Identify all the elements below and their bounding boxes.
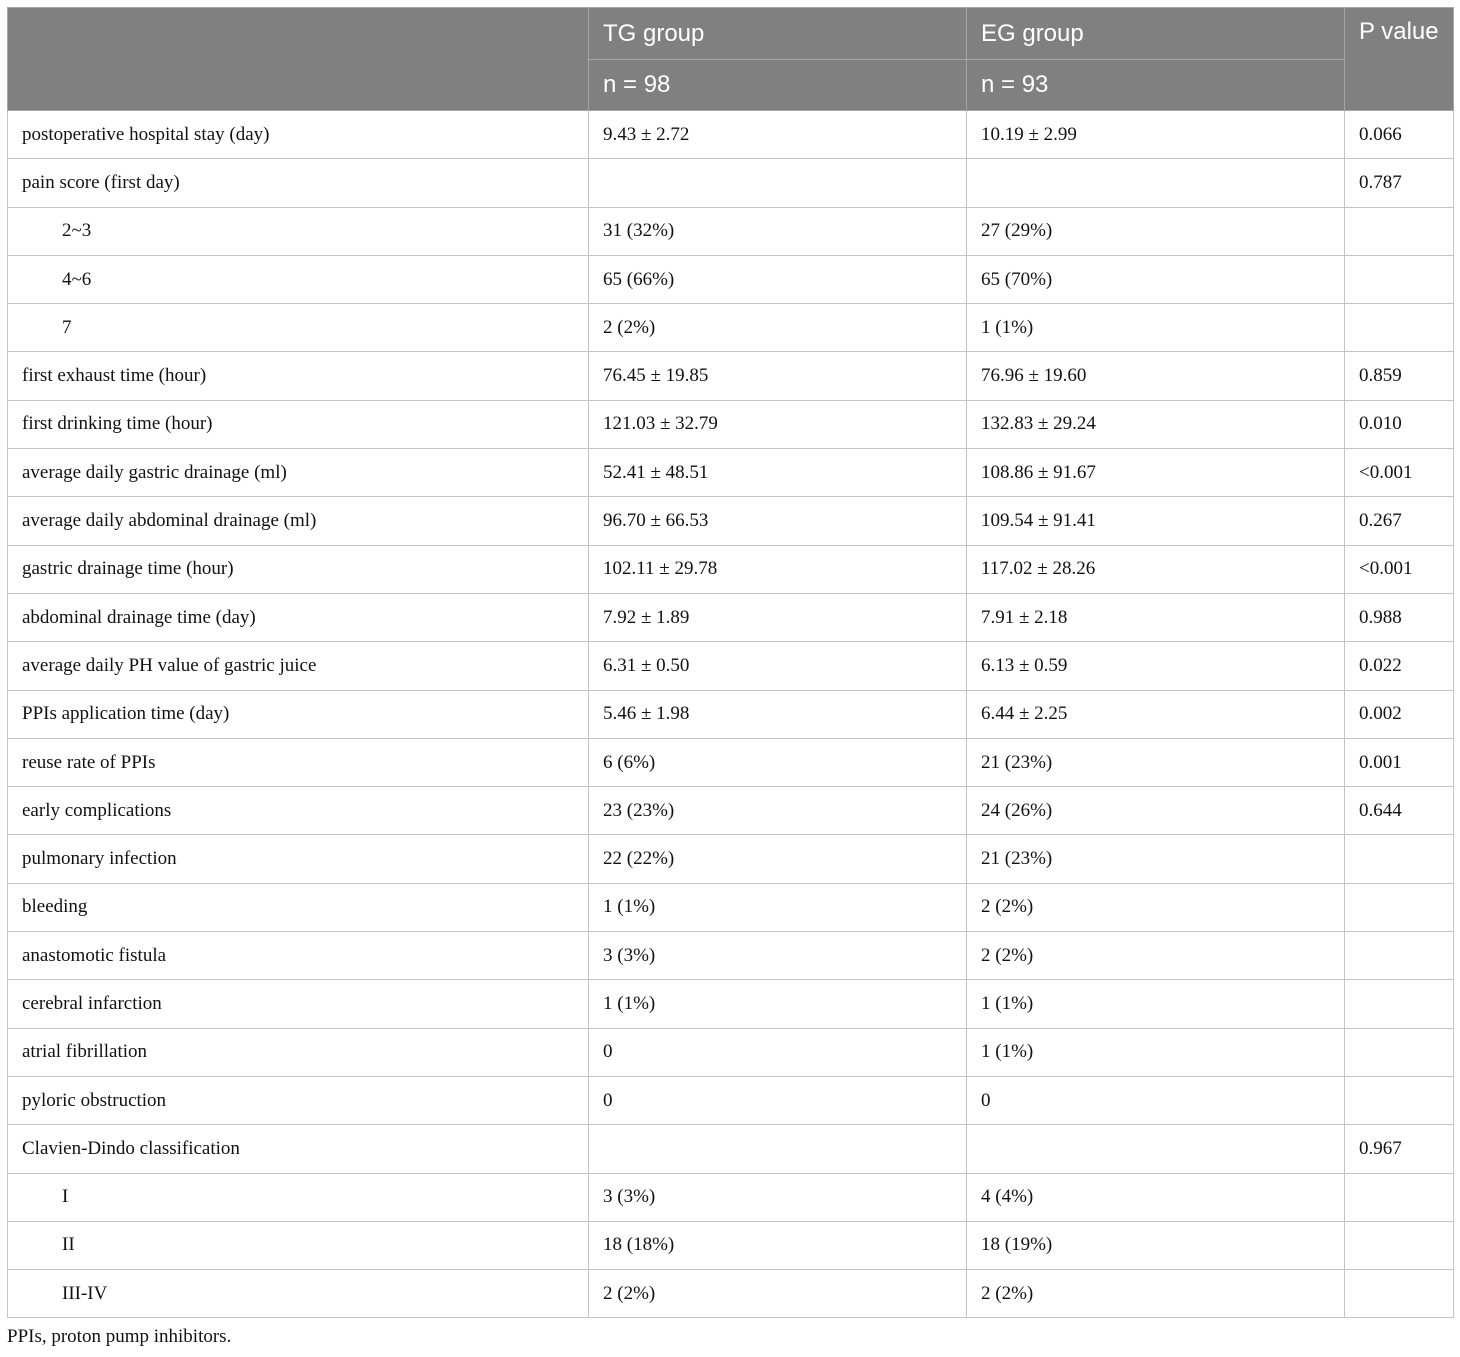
- row-label-cell: II: [8, 1221, 589, 1269]
- p-value-cell: 0.267: [1345, 497, 1454, 545]
- p-value-cell: [1345, 1076, 1454, 1124]
- row-label-cell: first exhaust time (hour): [8, 352, 589, 400]
- tg-value-cell: 65 (66%): [589, 255, 967, 303]
- eg-value-cell: 18 (19%): [967, 1221, 1345, 1269]
- table-row: [8, 400, 1454, 448]
- tg-value-cell: 121.03 ± 32.79: [589, 400, 967, 448]
- table-row: [8, 111, 1454, 159]
- p-value-cell: [1345, 1028, 1454, 1076]
- row-label-cell: atrial fibrillation: [8, 1028, 589, 1076]
- row-label-cell: pulmonary infection: [8, 835, 589, 883]
- table-row: [8, 1125, 1454, 1173]
- p-value-cell: [1345, 835, 1454, 883]
- row-label-cell: reuse rate of PPIs: [8, 738, 589, 786]
- row-label-cell: bleeding: [8, 883, 589, 931]
- table-row: [8, 1173, 1454, 1221]
- tg-value-cell: [589, 159, 967, 207]
- tg-value-cell: 1 (1%): [589, 980, 967, 1028]
- p-value-cell: <0.001: [1345, 449, 1454, 497]
- eg-value-cell: 1 (1%): [967, 980, 1345, 1028]
- results-table: [7, 7, 1454, 1318]
- row-label-cell: III-IV: [8, 1270, 589, 1318]
- tg-value-cell: 96.70 ± 66.53: [589, 497, 967, 545]
- tg-value-cell: 18 (18%): [589, 1221, 967, 1269]
- table-header: [8, 8, 1454, 111]
- table-row: [8, 207, 1454, 255]
- table-row: [8, 787, 1454, 835]
- row-label-cell: early complications: [8, 787, 589, 835]
- tg-value-cell: 52.41 ± 48.51: [589, 449, 967, 497]
- tg-value-cell: 1 (1%): [589, 883, 967, 931]
- row-label-cell: abdominal drainage time (day): [8, 593, 589, 641]
- eg-value-cell: 4 (4%): [967, 1173, 1345, 1221]
- row-label-cell: average daily gastric drainage (ml): [8, 449, 589, 497]
- row-label-cell: 4~6: [8, 255, 589, 303]
- eg-value-cell: 21 (23%): [967, 738, 1345, 786]
- eg-value-cell: 132.83 ± 29.24: [967, 400, 1345, 448]
- p-value-cell: <0.001: [1345, 545, 1454, 593]
- results-table-container: [7, 7, 1453, 1318]
- eg-value-cell: 1 (1%): [967, 1028, 1345, 1076]
- header-blank-cell: [8, 8, 589, 111]
- eg-value-cell: 6.44 ± 2.25: [967, 690, 1345, 738]
- eg-value-cell: 65 (70%): [967, 255, 1345, 303]
- table-footnote: PPIs, proton pump inhibitors.: [7, 1326, 232, 1347]
- tg-value-cell: 23 (23%): [589, 787, 967, 835]
- p-value-cell: [1345, 207, 1454, 255]
- row-label-cell: Clavien-Dindo classification: [8, 1125, 589, 1173]
- eg-value-cell: 1 (1%): [967, 304, 1345, 352]
- eg-value-cell: 10.19 ± 2.99: [967, 111, 1345, 159]
- table-row: [8, 642, 1454, 690]
- table-row: [8, 690, 1454, 738]
- row-label-cell: cerebral infarction: [8, 980, 589, 1028]
- table-row: [8, 352, 1454, 400]
- row-label-cell: anastomotic fistula: [8, 932, 589, 980]
- table-row: [8, 1221, 1454, 1269]
- eg-value-cell: [967, 1125, 1345, 1173]
- tg-value-cell: 102.11 ± 29.78: [589, 545, 967, 593]
- table-row: [8, 159, 1454, 207]
- p-value-cell: 0.859: [1345, 352, 1454, 400]
- eg-value-cell: 76.96 ± 19.60: [967, 352, 1345, 400]
- row-label-cell: pyloric obstruction: [8, 1076, 589, 1124]
- eg-value-cell: 21 (23%): [967, 835, 1345, 883]
- table-row: [8, 1270, 1454, 1318]
- eg-value-cell: 0: [967, 1076, 1345, 1124]
- table-row: [8, 883, 1454, 931]
- tg-value-cell: 31 (32%): [589, 207, 967, 255]
- p-value-cell: 0.988: [1345, 593, 1454, 641]
- eg-value-cell: 6.13 ± 0.59: [967, 642, 1345, 690]
- table-row: [8, 738, 1454, 786]
- row-label-cell: average daily abdominal drainage (ml): [8, 497, 589, 545]
- p-value-cell: 0.066: [1345, 111, 1454, 159]
- tg-value-cell: 0: [589, 1076, 967, 1124]
- eg-value-cell: 2 (2%): [967, 883, 1345, 931]
- p-value-cell: 0.022: [1345, 642, 1454, 690]
- p-value-cell: [1345, 255, 1454, 303]
- p-value-cell: [1345, 932, 1454, 980]
- tg-value-cell: [589, 1125, 967, 1173]
- tg-value-cell: 6.31 ± 0.50: [589, 642, 967, 690]
- p-value-cell: 0.001: [1345, 738, 1454, 786]
- tg-value-cell: 5.46 ± 1.98: [589, 690, 967, 738]
- tg-value-cell: 7.92 ± 1.89: [589, 593, 967, 641]
- header-eg-group: EG group: [967, 8, 1345, 60]
- table-row: [8, 980, 1454, 1028]
- table-row: [8, 593, 1454, 641]
- p-value-cell: 0.002: [1345, 690, 1454, 738]
- table-row: [8, 932, 1454, 980]
- table-row: [8, 304, 1454, 352]
- row-label-cell: gastric drainage time (hour): [8, 545, 589, 593]
- table-row: [8, 1076, 1454, 1124]
- p-value-cell: [1345, 304, 1454, 352]
- p-value-cell: 0.010: [1345, 400, 1454, 448]
- header-tg-n: n = 98: [589, 60, 967, 111]
- table-row: [8, 255, 1454, 303]
- tg-value-cell: 2 (2%): [589, 1270, 967, 1318]
- row-label-cell: I: [8, 1173, 589, 1221]
- eg-value-cell: 117.02 ± 28.26: [967, 545, 1345, 593]
- tg-value-cell: 3 (3%): [589, 1173, 967, 1221]
- table-row: [8, 1028, 1454, 1076]
- p-value-cell: [1345, 1270, 1454, 1318]
- p-value-cell: [1345, 1221, 1454, 1269]
- p-value-cell: [1345, 980, 1454, 1028]
- row-label-cell: pain score (first day): [8, 159, 589, 207]
- eg-value-cell: 7.91 ± 2.18: [967, 593, 1345, 641]
- row-label-cell: 2~3: [8, 207, 589, 255]
- row-label-cell: first drinking time (hour): [8, 400, 589, 448]
- tg-value-cell: 2 (2%): [589, 304, 967, 352]
- header-tg-group: TG group: [589, 8, 967, 60]
- header-eg-n: n = 93: [967, 60, 1345, 111]
- tg-value-cell: 3 (3%): [589, 932, 967, 980]
- p-value-cell: [1345, 883, 1454, 931]
- eg-value-cell: 27 (29%): [967, 207, 1345, 255]
- row-label-cell: 7: [8, 304, 589, 352]
- tg-value-cell: 9.43 ± 2.72: [589, 111, 967, 159]
- eg-value-cell: 2 (2%): [967, 1270, 1345, 1318]
- eg-value-cell: [967, 159, 1345, 207]
- table-row: [8, 449, 1454, 497]
- table-row: [8, 545, 1454, 593]
- eg-value-cell: 2 (2%): [967, 932, 1345, 980]
- header-p-value: P value: [1345, 8, 1454, 111]
- table-row: [8, 835, 1454, 883]
- p-value-cell: 0.967: [1345, 1125, 1454, 1173]
- tg-value-cell: 6 (6%): [589, 738, 967, 786]
- eg-value-cell: 109.54 ± 91.41: [967, 497, 1345, 545]
- p-value-cell: [1345, 1173, 1454, 1221]
- row-label-cell: average daily PH value of gastric juice: [8, 642, 589, 690]
- table-row: [8, 497, 1454, 545]
- tg-value-cell: 0: [589, 1028, 967, 1076]
- eg-value-cell: 24 (26%): [967, 787, 1345, 835]
- p-value-cell: 0.644: [1345, 787, 1454, 835]
- tg-value-cell: 22 (22%): [589, 835, 967, 883]
- table-body: [8, 111, 1454, 1318]
- p-value-cell: 0.787: [1345, 159, 1454, 207]
- row-label-cell: postoperative hospital stay (day): [8, 111, 589, 159]
- eg-value-cell: 108.86 ± 91.67: [967, 449, 1345, 497]
- tg-value-cell: 76.45 ± 19.85: [589, 352, 967, 400]
- row-label-cell: PPIs application time (day): [8, 690, 589, 738]
